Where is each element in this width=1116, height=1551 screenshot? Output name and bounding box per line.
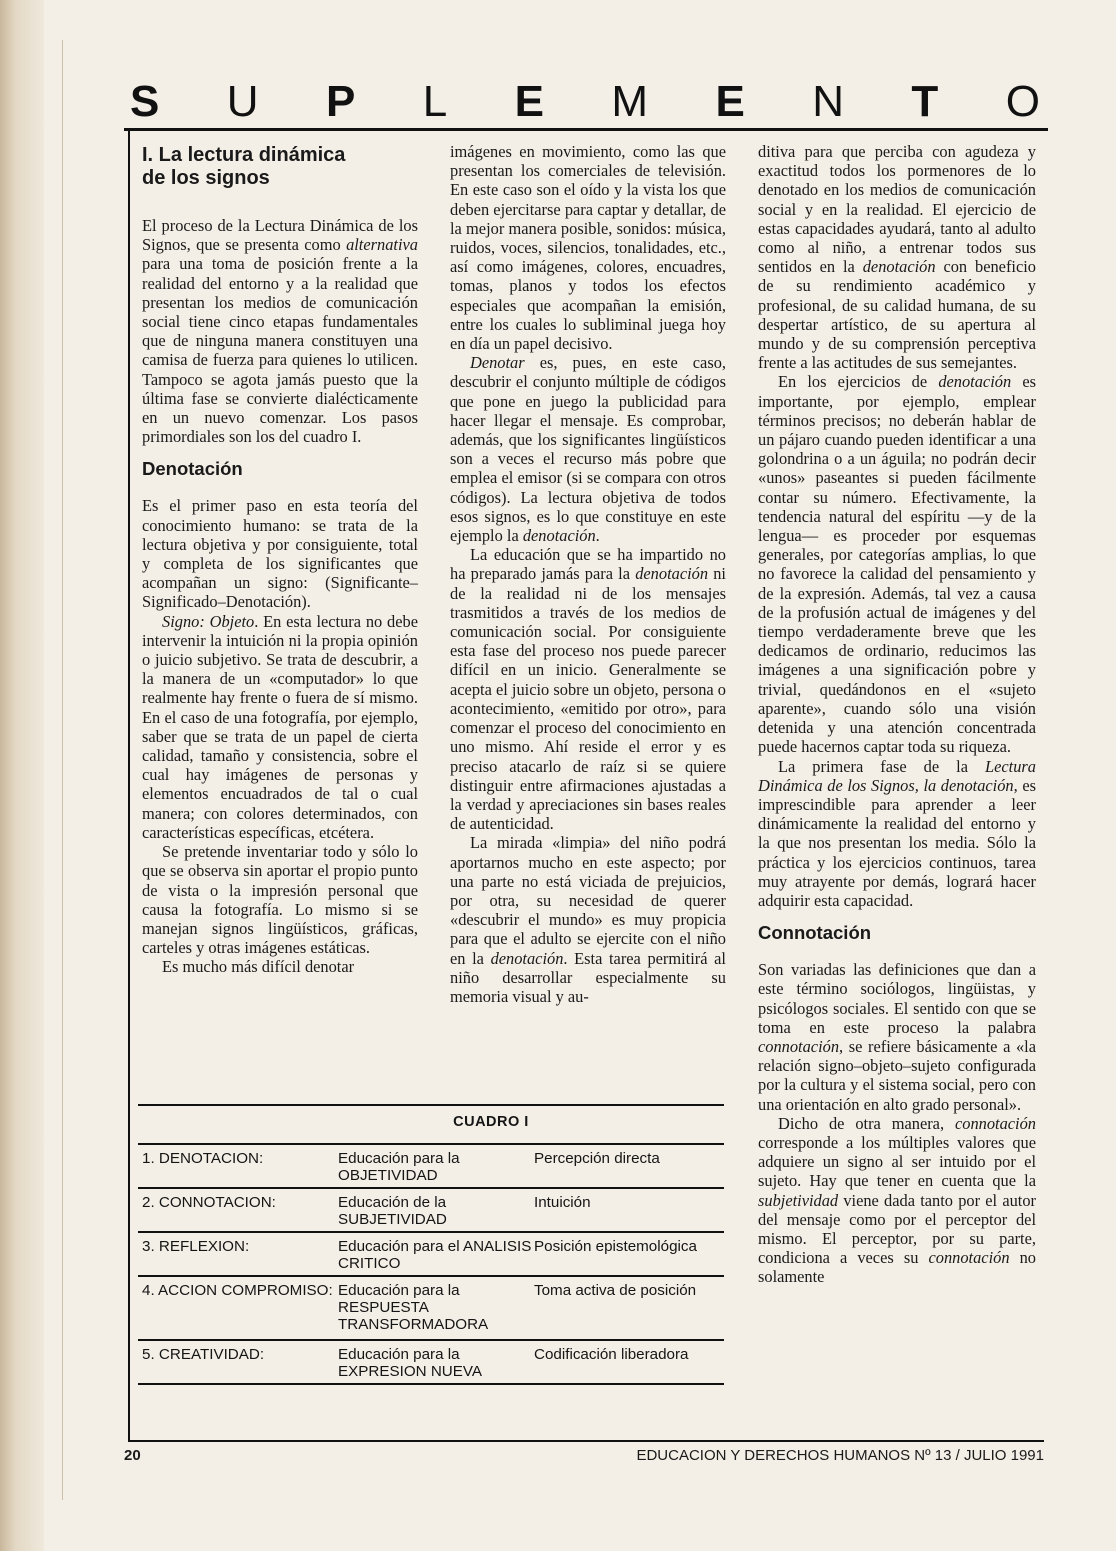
table-cell-education: Educación para la OBJETIVIDAD	[338, 1150, 460, 1184]
paragraph: Es el primer paso en esta teoría del conocimiento humano: se trata de la lectura objetiva y por consiguiente, total y completa de los significantes que acompañan un signo: (Significante–Significado–Denotación).	[142, 496, 418, 612]
article-column-1	[142, 142, 418, 977]
emphasis: alternativa	[346, 235, 418, 255]
text-run: es importante, por ejemplo, emplear términos precisos; no deberán hablar de un pájaro cuando pueden identificar a una golondrina o a un águila; no podrán decir «unos» paseantes si pueden fácilmente contar su número. Efectivamente, la tendencia natural del espíritu —y de la lengua— es proceder por esquemas generales, por categorías amplias, lo que no favorece la calidad del pensamiento y de la expresión. Además, tal vez a causa de la profusión actual de imágenes y del tiempo verdaderamente breve que les dedicamos de ordinario, reducimos las imágenes a una significación pobre y trivial, quedándonos en el «sujeto aparente», cuando sólo una visión detenida y una atención concentrada puede hacernos captar toda su riqueza.	[758, 372, 1036, 757]
table-row	[138, 1339, 724, 1383]
emphasis: denotación	[635, 564, 709, 584]
text-run: . En esta lectura no debe intervenir la intuición ni la propia opinión o juicio subjetivo. Se trata de descubrir, a la manera de un «computador» lo que realmente hay frente o fuera de sí mismo. En el caso de una fotografía, por ejemplo, saber que se trata de un papel de cierta calidad, tamaño y consistencia, sobre el cual hay imágenes de personas y elementos encuadrados de tal o cual manera; con colores determinados, con características específicas, etcétera.	[142, 611, 418, 842]
intro-paragraph	[142, 216, 418, 446]
emphasis: Signo: Objeto	[162, 611, 255, 631]
emphasis: subjetividad	[758, 1190, 839, 1210]
emphasis: denotación	[490, 948, 564, 968]
emphasis: denotación	[522, 526, 596, 546]
table-cell-result: Percepción directa	[534, 1150, 660, 1167]
table-row	[138, 1187, 724, 1231]
table-caption: CUADRO I	[453, 1114, 529, 1130]
masthead-letter: P	[325, 77, 356, 126]
masthead-letter: E	[715, 77, 745, 126]
text-run: , se refiere básicamente a «la relación signo–objeto–sujeto configurada por la cultura y el sistema social, pero con una orientación en alto grado personal».	[758, 1036, 1036, 1114]
table-cell-education: Educación de la SUBJETIVIDAD	[338, 1194, 447, 1228]
text-run: En los ejercicios de	[778, 372, 939, 392]
paragraph	[758, 142, 1036, 372]
text-run: ni de la realidad ni de los mensajes trasmitidos a través de los medios de comunicación social. Por consiguiente esta fase del proceso nos puede parecer difícil en un inicio. Generalmente se acepta el juicio sobre un objeto, persona o acontecimiento, «emitido por otro», para comenzar el proceso del conocimiento en uno mismo. Ahí reside el error y es preciso atacarlo de raíz si se quiere distinguir entre afirmaciones ajustadas a la verdad y apreciaciones sin bases reales de autenticidad.	[450, 564, 726, 834]
article-title	[142, 144, 418, 190]
table-cell-stage: 2. CONNOTACION:	[142, 1194, 276, 1211]
table-cell-stage: 3. REFLEXION:	[142, 1238, 250, 1255]
table-cell-result: Intuición	[534, 1194, 591, 1211]
masthead-letter: L	[422, 77, 448, 126]
table-cell-stage: 5. CREATIVIDAD:	[142, 1346, 265, 1363]
emphasis: denotación	[938, 372, 1012, 392]
left-frame-rule	[128, 131, 130, 1442]
section-heading-denotacion: Denotación	[142, 458, 243, 480]
table-row	[138, 1231, 724, 1275]
paragraph	[758, 757, 1036, 911]
paragraph	[758, 372, 1036, 756]
article-title-line-2: de los signos	[142, 167, 270, 189]
masthead-letter: N	[812, 77, 844, 126]
text-run: .	[595, 526, 600, 546]
paragraph: imágenes en movimiento, como las que presentan los comerciales de televisión. En este caso son el oído y la vista los que deben ejercitarse para captar y detallar, de la mejor manera posible, sonidos: música, ruidos, voces, silencios, tonalidades, etc., así como imágenes, colores, encuadres, tomas, planos y todos los efectos especiales que acompañan la emisión, entre los cuales lo subliminal juega hoy en día un papel decisivo.	[450, 142, 726, 354]
text-run: para una toma de posición frente a la realidad del entorno y a la realidad que presentan los medios de comunicación social tiene cinco etapas fundamentales que de ninguna manera constituyen una camisa de fuerza para quienes lo utilicen. Tampoco se agota jamás puesto que la última fase se convierte dialécticamente en un nuevo comenzar. Los pasos primordiales son los del cuadro I.	[142, 254, 418, 447]
masthead-suplemento	[130, 78, 1040, 126]
paragraph: Es mucho más difícil denotar	[162, 957, 355, 977]
text-run: no solamente	[758, 1248, 1036, 1287]
text-run: corresponde a los múltiples valores que adquiere un signo al ser intuido por el sujeto. Hay que tener en cuenta que la	[758, 1132, 1036, 1191]
top-rule	[124, 128, 1048, 131]
text-run: El proceso de la Lectura Dinámica de los Signos, que se presenta como	[142, 216, 418, 255]
table-cell-result: Codificación liberadora	[534, 1346, 689, 1363]
section-heading-connotacion: Connotación	[758, 922, 872, 944]
table-cell-stage: 4. ACCION COMPROMISO:	[142, 1282, 333, 1299]
paragraph: Se pretende inventariar todo y sólo lo que se observa sin aportar el propio punto de vista o la impresión personal que causa la fotografía. Lo mismo si se manejan signos lingüísticos, gráficas, carteles y otras imágenes estáticas.	[142, 842, 418, 958]
emphasis: Lectura Dinámica de los Signos, la denotación	[758, 756, 1036, 795]
text-run: con beneficio de su rendimiento académico y profesional, de su calidad humana, de su despertar artístico, de su apertura al mundo y de su comprensión perceptiva frente a las actitudes de sus semejantes.	[758, 257, 1036, 373]
table-cell-result: Posición epistemológica	[534, 1238, 697, 1255]
emphasis: connotación	[928, 1248, 1010, 1268]
article-column-3	[758, 142, 1036, 1287]
emphasis: connotación	[954, 1113, 1036, 1133]
table-cell-result: Toma activa de posición	[534, 1282, 697, 1299]
masthead-letter: S	[130, 77, 160, 126]
masthead-letter: U	[226, 77, 259, 126]
text-run: es, pues, en este caso, descubrir el conjunto múltiple de códigos que pone en juego la publicidad para hacer llegar el mensaje. Es comprobar, además, que los significantes lingüísticos son a veces el recurso más pobre que emplea el emisor (si se compara con otros códigos). La lectura objetiva de todos esos signos, es lo que constituye en este ejemplo la	[450, 353, 726, 546]
cuadro-table	[138, 1104, 724, 1385]
paragraph	[450, 545, 726, 833]
masthead-letter: O	[1005, 77, 1040, 126]
page-number: 20	[124, 1447, 141, 1464]
text-run: La primera fase de la	[778, 756, 985, 776]
text-run: . Esta tarea permitirá al niño desarrollar especialmente su memoria visual y au-	[450, 948, 726, 1006]
masthead-letter: T	[911, 77, 939, 126]
text-run: , es imprescindible para aprender a leer dinámicamente la realidad del entorno y la que nos presentan los media. Sólo la práctica y los ejercicios continuos, tarea muy atrayente por demás, logrará hacer adquirir esta capacidad.	[758, 775, 1036, 910]
table-cell-education: Educación para el ANALISIS CRITICO	[338, 1238, 532, 1272]
text-run: Son variadas las definiciones que dan a este término sociólogos, lingüistas, y psicólogos sociales. El sentido con que se toma en este proceso la palabra	[758, 960, 1036, 1037]
text-run: viene dada tanto por el autor del mensaje como por el perceptor del mismo. El perceptor, por su parte, condiciona a veces su	[758, 1190, 1036, 1268]
table-cell-education: Educación para la RESPUESTA TRANSFORMADORA	[338, 1282, 489, 1333]
text-run: ditiva para que perciba con agudeza y exactitud todos los pormenores de lo denotado en los medios de comunicación social y en la realidad. El ejercicio de estas capacidades ayudará, tanto al adulto como al niño, a entrenar todos sus sentidos en la	[758, 142, 1036, 277]
table-cell-education: Educación para la EXPRESION NUEVA	[338, 1346, 483, 1380]
text-run: La mirada «limpia» del niño podrá aportarnos mucho en este aspecto; por una parte no está viciada de prejuicios, por otra, su necesidad de querer «descubrir el mundo» es muy propicia para que el adulto se ejercite con el niño en la	[450, 833, 726, 968]
paragraph	[450, 833, 726, 1006]
article-column-2	[450, 142, 726, 1006]
table-cell-stage: 1. DENOTACION:	[142, 1150, 264, 1167]
text-run: Dicho de otra manera,	[778, 1113, 955, 1133]
masthead-letter: E	[514, 77, 544, 126]
paragraph	[758, 960, 1036, 1114]
article-title-line-1: I. La lectura dinámica	[142, 144, 346, 166]
bottom-rule	[128, 1440, 1044, 1442]
emphasis: denotación	[862, 257, 936, 277]
table-bottom-rule	[138, 1383, 724, 1385]
paragraph	[450, 353, 726, 545]
paragraph	[758, 1114, 1036, 1287]
publication-info: EDUCACION Y DERECHOS HUMANOS Nº 13 / JULIO 1991	[636, 1447, 1044, 1464]
paragraph	[142, 612, 418, 842]
text-run: La educación que se ha impartido no ha preparado jamás para la	[450, 545, 726, 584]
table-row	[138, 1143, 724, 1187]
emphasis: Denotar	[470, 353, 525, 373]
masthead-letter: M	[611, 77, 649, 126]
table-row	[138, 1275, 724, 1339]
emphasis: connotación	[758, 1036, 840, 1056]
